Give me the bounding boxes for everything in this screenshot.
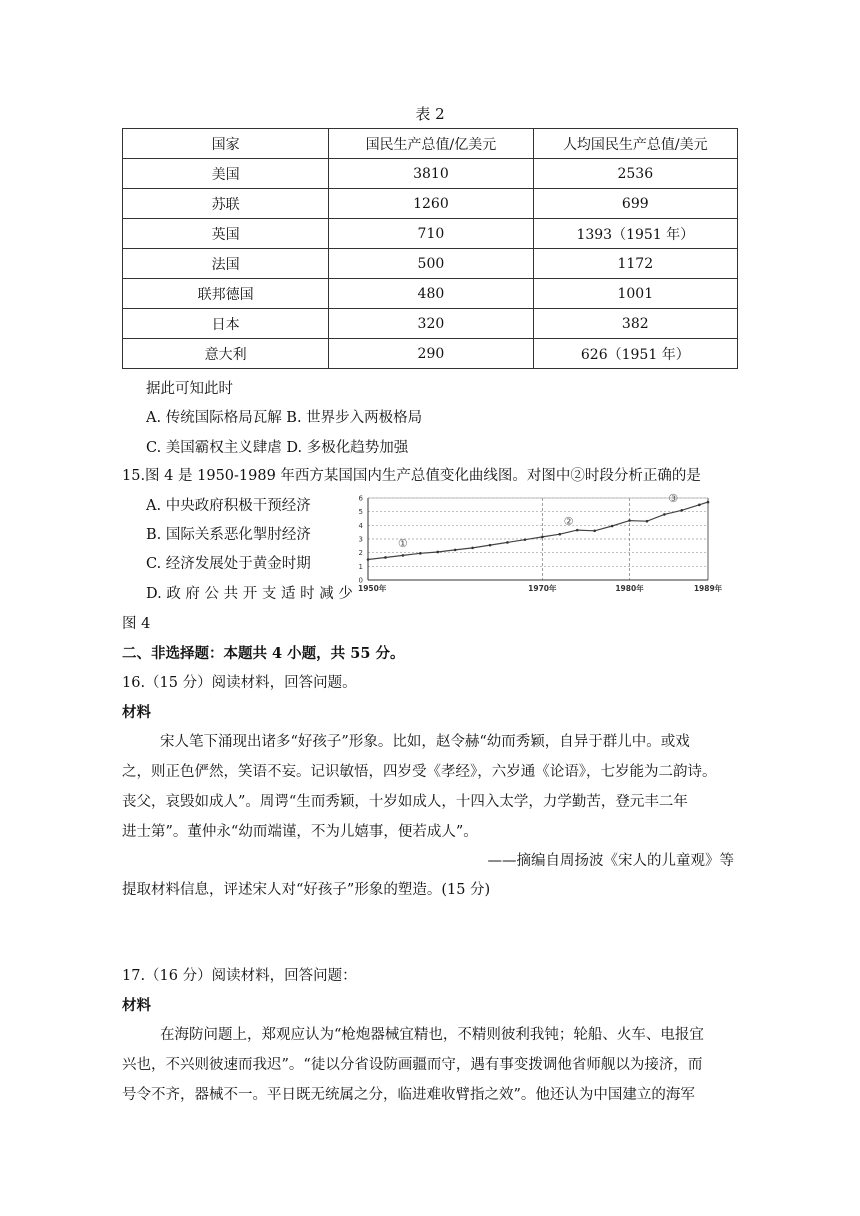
data-point — [471, 547, 474, 550]
table-cell: 英国 — [123, 219, 329, 249]
q17-line: 兴也，不兴则彼速而我迟”。“徒以分省设防画疆而守，遇有事变拨调他省师舰以为接济，而 — [122, 1057, 703, 1073]
q15-option-d: D. 政 府 公 共 开 支 适 时 减 少 — [146, 586, 353, 602]
y-tick-label: 1 — [358, 562, 363, 571]
data-point — [698, 504, 701, 507]
table-cell: 1393（1951 年） — [533, 219, 737, 249]
table-cell: 1260 — [329, 189, 533, 219]
q15-option-c: C. 经济发展处于黄金时期 — [146, 556, 311, 572]
data-point — [611, 525, 614, 528]
q16-source: ——摘编自周扬波《宋人的儿童观》等 — [487, 853, 734, 869]
table-header-cell: 国民生产总值/亿美元 — [329, 129, 533, 159]
q17-paragraph — [122, 1020, 742, 1110]
table-cell: 1001 — [533, 279, 737, 309]
data-point — [402, 554, 405, 557]
q16-question: 提取材料信息，评述宋人对“好孩子”形象的塑造。(15 分) — [122, 882, 491, 898]
q16-paragraph — [122, 727, 742, 847]
q16-line: 之，则正色俨然，笑语不妄。记识敏悟，四岁受《孝经》，六岁通《论语》，七岁能为二韵诗。 — [122, 764, 717, 780]
q16-material-label: 材料 — [122, 704, 151, 721]
table-row — [123, 279, 738, 309]
q16-line: 进士第”。董仲永“幼而端谨，不为儿嬉事，便若成人”。 — [122, 824, 478, 840]
x-tick-label: 1980年 — [615, 584, 644, 593]
table-cell: 480 — [329, 279, 533, 309]
period-marker: ③ — [668, 492, 679, 505]
table-cell: 320 — [329, 309, 533, 339]
period-marker: ① — [397, 537, 408, 551]
table-cell: 500 — [329, 249, 533, 279]
table-row — [123, 309, 738, 339]
x-tick-label: 1970年 — [528, 584, 557, 593]
data-point — [436, 551, 439, 554]
table-cell: 290 — [329, 339, 533, 369]
q17-heading: 17.（16 分）阅读材料，回答问题： — [122, 968, 357, 984]
data-point — [628, 519, 631, 522]
data-point — [663, 513, 666, 516]
q15-stem: 15.图 4 是 1950-1989 年西方某国国内生产总值变化曲线图。对图中②时段分析正确的是 — [122, 468, 701, 484]
y-tick-label: 6 — [358, 494, 363, 503]
period-marker: ② — [563, 515, 574, 529]
y-tick-label: 4 — [358, 521, 363, 530]
table-caption: 表 2 — [415, 105, 445, 123]
q14-stem-end: 据此可知此时 — [146, 381, 233, 397]
x-tick-label: 1989年 — [693, 584, 723, 593]
q17-line: 号令不齐，器械不一。平日既无统属之分，临进难收臂指之效”。他还认为中国建立的海军 — [122, 1087, 695, 1103]
q16-heading: 16.（15 分）阅读材料，回答问题。 — [122, 675, 357, 691]
table-row — [123, 339, 738, 369]
q14-options-cd: C. 美国霸权主义肆虐 D. 多极化趋势加强 — [146, 440, 409, 456]
table-row — [123, 159, 738, 189]
table-cell: 苏联 — [123, 189, 329, 219]
table-cell: 联邦德国 — [123, 279, 329, 309]
gdp-table — [122, 128, 738, 369]
table-cell: 626（1951 年） — [533, 339, 737, 369]
data-point — [419, 552, 422, 555]
table-cell: 1172 — [533, 249, 737, 279]
table-cell: 699 — [533, 189, 737, 219]
section-heading: 二、非选择题：本题共 4 小题，共 55 分。 — [122, 645, 405, 662]
gdp-line-chart — [352, 492, 728, 598]
data-point — [506, 541, 509, 544]
data-point — [541, 536, 544, 539]
table-cell: 710 — [329, 219, 533, 249]
x-tick-label: 1950年 — [358, 584, 387, 593]
table-row — [123, 189, 738, 219]
data-point — [524, 538, 527, 541]
y-tick-label: 2 — [358, 549, 363, 558]
table-cell: 意大利 — [123, 339, 329, 369]
figure-label: 图 4 — [122, 616, 151, 632]
data-point — [384, 556, 387, 559]
q17-material-label: 材料 — [122, 997, 151, 1014]
y-tick-label: 3 — [358, 535, 363, 544]
q14-options-ab: A. 传统国际格局瓦解 B. 世界步入两极格局 — [146, 410, 423, 426]
data-point — [454, 549, 457, 552]
data-point — [489, 544, 492, 547]
data-point — [646, 520, 649, 523]
table-cell: 3810 — [329, 159, 533, 189]
q15-option-b: B. 国际关系恶化掣肘经济 — [146, 527, 311, 543]
data-point — [593, 530, 596, 533]
data-point — [681, 509, 684, 512]
table-cell: 法国 — [123, 249, 329, 279]
q17-line: 在海防问题上，郑观应认为“枪炮器械宜精也，不精则彼利我钝；轮船、火车、电报宜 — [160, 1027, 704, 1043]
table-cell: 2536 — [533, 159, 737, 189]
data-point — [576, 529, 579, 532]
table-cell: 382 — [533, 309, 737, 339]
table-header-row — [123, 129, 738, 159]
table-cell: 美国 — [123, 159, 329, 189]
y-tick-label: 0 — [358, 576, 363, 585]
q15-option-a: A. 中央政府积极干预经济 — [146, 498, 311, 514]
data-point — [707, 501, 710, 504]
data-point — [367, 558, 370, 561]
q16-line: 宋人笔下涌现出诸多“好孩子”形象。比如，赵令赫“幼而秀颖，自异于群儿中。或戏 — [160, 734, 690, 750]
table-row — [123, 249, 738, 279]
series-line — [368, 502, 708, 559]
table-cell: 日本 — [123, 309, 329, 339]
table-row — [123, 219, 738, 249]
table-header-cell: 国家 — [123, 129, 329, 159]
data-point — [558, 533, 561, 536]
y-tick-label: 5 — [358, 508, 363, 517]
table-header-cell: 人均国民生产总值/美元 — [533, 129, 737, 159]
q16-line: 丧父，哀毁如成人”。周谔“生而秀颖，十岁如成人，十四入太学，力学勤苦，登元丰二年 — [122, 794, 688, 810]
